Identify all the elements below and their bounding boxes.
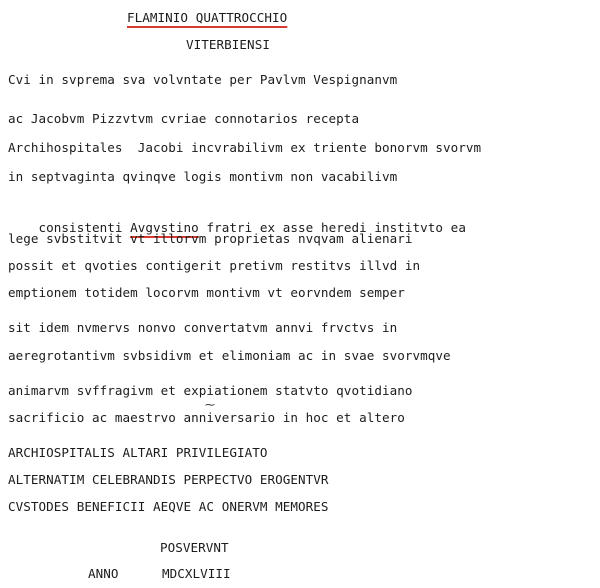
text-line-1: Cvi in svprema sva volvntate per Pavlvm Vespignanvm	[8, 72, 398, 87]
inscription-line-1: ARCHIOSPITALIS ALTARI PRIVILEGIATO	[8, 445, 268, 460]
text-line-8: emptionem totidem locorvm montivm vt eorvndem semper	[8, 285, 405, 300]
posvervnt-line: POSVERVNT	[160, 540, 229, 555]
text-line-3: Archihospitales Jacobi incvrabilivm ex triente bonorvm svorvm	[8, 140, 482, 155]
document-title-name: FLAMINIO QUATTROCCHIO	[127, 10, 288, 25]
text-line-11: animarvm svffragivm et expiationem statvto qvotidiano	[8, 383, 413, 398]
inscription-line-2: ALTERNATIM CELEBRANDIS PERPECTVO EROGENTVR	[8, 472, 329, 487]
text-line-7: possit et qvoties contigerit pretivm restitvs illvd in	[8, 258, 421, 273]
text-line-9: sit idem nvmervs nonvo convertatvm annvi frvctvs in	[8, 320, 398, 335]
text-line-10: aeregrotantivm svbsidivm et elimoniam ac in svae svorvmqve	[8, 348, 451, 363]
text-line-12: sacrificio ac maestrvo anniversario in hoc et altero	[8, 410, 405, 425]
text-line-4: in septvaginta qvinqve logis montivm non vacabilivm	[8, 169, 398, 184]
anno-label: ANNO	[88, 566, 119, 581]
document-title-origin: VITERBIENSI	[186, 37, 270, 52]
text-line-5-end: fratri ex asse heredi institvto ea	[198, 220, 466, 235]
abbreviation-tilde-mark: ⁓	[205, 400, 215, 411]
text-line-5-start: consistenti	[38, 220, 131, 235]
text-line-2: ac Jacobvm Pizzvtvm cvriae connotarios recepta	[8, 111, 360, 126]
inscription-line-3: CVSTODES BENEFICII AEQVE AC ONERVM MEMORES	[8, 499, 329, 514]
text-line-6: lege svbstitvit vt illorvm proprietas nvqvam alienari	[8, 231, 413, 246]
underlined-name: Avgvstino	[130, 220, 199, 235]
anno-value: MDCXLVIII	[162, 566, 231, 581]
